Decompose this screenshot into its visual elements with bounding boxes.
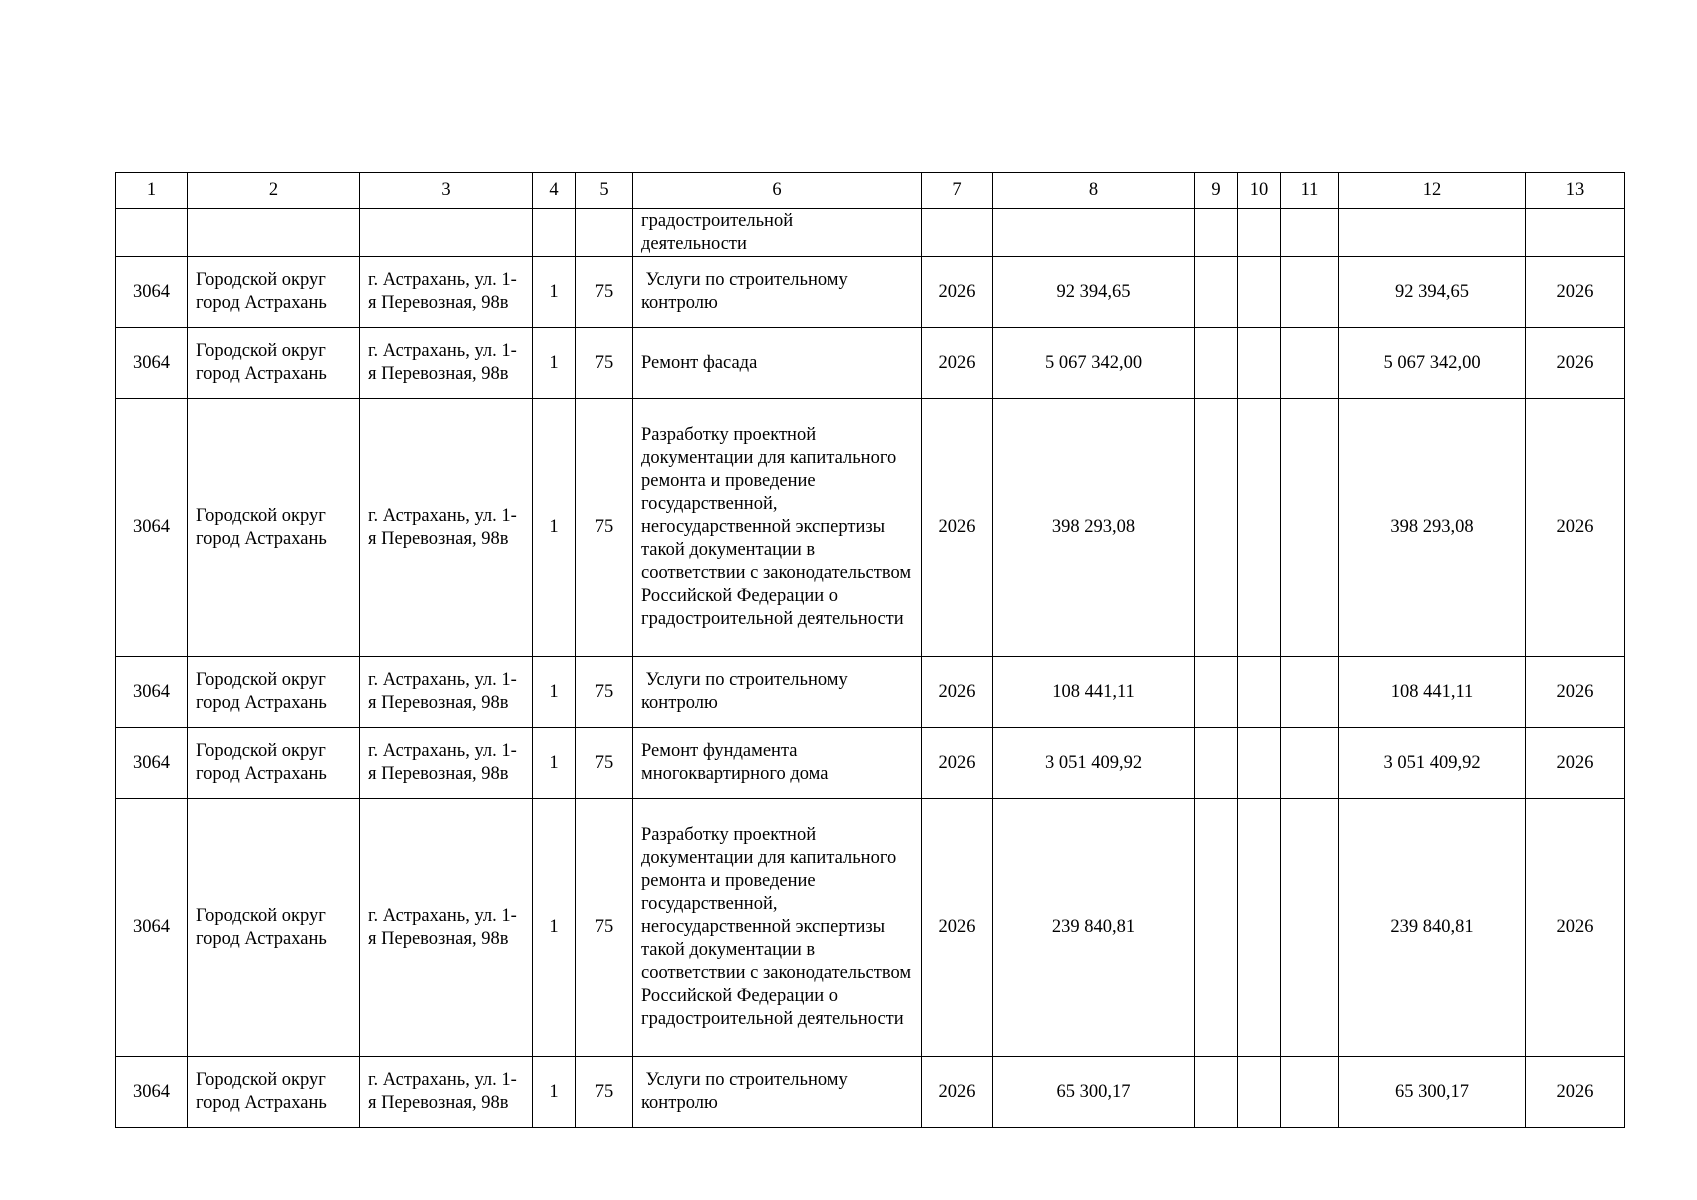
fund-cost: 65 300,17 <box>1339 1057 1526 1128</box>
column-number: 1 <box>116 173 188 209</box>
col9-value <box>1195 657 1238 728</box>
col11-value <box>1281 1057 1339 1128</box>
house-address: г. Астрахань, ул. 1-я Перевозная, 98в <box>360 799 533 1057</box>
column-number: 13 <box>1526 173 1625 209</box>
column-number: 6 <box>633 173 922 209</box>
total-cost: 398 293,08 <box>993 399 1195 657</box>
house-address: г. Астрахань, ул. 1-я Перевозная, 98в <box>360 399 533 657</box>
municipal-district: Городской округ город Астрахань <box>188 799 360 1057</box>
record-number: 3064 <box>116 328 188 399</box>
col4-value: 1 <box>533 328 576 399</box>
table-body <box>116 173 1625 1128</box>
planned-year: 2026 <box>922 257 993 328</box>
col9-value <box>1195 257 1238 328</box>
column-number: 3 <box>360 173 533 209</box>
col11-value <box>1281 799 1339 1057</box>
total-cost: 108 441,11 <box>993 657 1195 728</box>
house-address: г. Астрахань, ул. 1-я Перевозная, 98в <box>360 257 533 328</box>
column-number: 5 <box>576 173 633 209</box>
col11-value <box>1281 728 1339 799</box>
fund-cost: 3 051 409,92 <box>1339 728 1526 799</box>
record-number: 3064 <box>116 1057 188 1128</box>
table-row <box>116 257 1625 328</box>
total-cost: 5 067 342,00 <box>993 328 1195 399</box>
municipal-district: Городской округ город Астрахань <box>188 257 360 328</box>
col10-value <box>1238 328 1281 399</box>
work-type: Услуги по строительному контролю <box>633 1057 922 1128</box>
column-number: 9 <box>1195 173 1238 209</box>
col11-value <box>1281 399 1339 657</box>
column-number: 12 <box>1339 173 1526 209</box>
col11-value <box>1281 328 1339 399</box>
municipal-district: Городской округ город Астрахань <box>188 728 360 799</box>
col5-value: 75 <box>576 657 633 728</box>
work-type: Услуги по строительному контролю <box>633 257 922 328</box>
col5-value: 75 <box>576 257 633 328</box>
house-address: г. Астрахань, ул. 1-я Перевозная, 98в <box>360 728 533 799</box>
completion-year: 2026 <box>1526 799 1625 1057</box>
col5-value: 75 <box>576 399 633 657</box>
col9-value <box>1195 799 1238 1057</box>
col5-value: 75 <box>576 728 633 799</box>
planned-year: 2026 <box>922 657 993 728</box>
total-cost: 3 051 409,92 <box>993 728 1195 799</box>
column-number: 10 <box>1238 173 1281 209</box>
work-type: Ремонт фасада <box>633 328 922 399</box>
col10-value <box>1238 257 1281 328</box>
col10-value <box>1238 399 1281 657</box>
fund-cost: 92 394,65 <box>1339 257 1526 328</box>
completion-year: 2026 <box>1526 257 1625 328</box>
col10-value <box>1238 657 1281 728</box>
house-address: г. Астрахань, ул. 1-я Перевозная, 98в <box>360 328 533 399</box>
record-number: 3064 <box>116 657 188 728</box>
column-number: 7 <box>922 173 993 209</box>
col4-value: 1 <box>533 728 576 799</box>
total-cost: 92 394,65 <box>993 257 1195 328</box>
fund-cost: 108 441,11 <box>1339 657 1526 728</box>
col4-value: 1 <box>533 799 576 1057</box>
col4-value: 1 <box>533 399 576 657</box>
municipal-district: Городской округ город Астрахань <box>188 399 360 657</box>
planned-year: 2026 <box>922 1057 993 1128</box>
planned-year: 2026 <box>922 728 993 799</box>
fund-cost: 5 067 342,00 <box>1339 328 1526 399</box>
table-row <box>116 799 1625 1057</box>
table-row <box>116 399 1625 657</box>
col5-value: 75 <box>576 1057 633 1128</box>
work-type: Ремонт фундамента многоквартирного дома <box>633 728 922 799</box>
col10-value <box>1238 728 1281 799</box>
record-number: 3064 <box>116 799 188 1057</box>
col10-value <box>1238 1057 1281 1128</box>
capital-repair-table <box>115 172 1625 1128</box>
column-number: 4 <box>533 173 576 209</box>
planned-year: 2026 <box>922 399 993 657</box>
total-cost: 239 840,81 <box>993 799 1195 1057</box>
col5-value: 75 <box>576 799 633 1057</box>
municipal-district: Городской округ город Астрахань <box>188 1057 360 1128</box>
table-row <box>116 328 1625 399</box>
col9-value <box>1195 328 1238 399</box>
table-row <box>116 728 1625 799</box>
municipal-district: Городской округ город Астрахань <box>188 328 360 399</box>
col9-value <box>1195 399 1238 657</box>
planned-year: 2026 <box>922 799 993 1057</box>
col9-value <box>1195 1057 1238 1128</box>
column-number-row <box>116 173 1625 209</box>
completion-year: 2026 <box>1526 399 1625 657</box>
completion-year: 2026 <box>1526 328 1625 399</box>
house-address: г. Астрахань, ул. 1-я Перевозная, 98в <box>360 657 533 728</box>
col5-value: 75 <box>576 328 633 399</box>
planned-year: 2026 <box>922 328 993 399</box>
house-address: г. Астрахань, ул. 1-я Перевозная, 98в <box>360 1057 533 1128</box>
table-row <box>116 657 1625 728</box>
column-number: 11 <box>1281 173 1339 209</box>
completion-year: 2026 <box>1526 1057 1625 1128</box>
work-type: Разработку проектной документации для капитального ремонта и проведение государственной, негосударственной экспертизы такой документации в соответствии с законодательством Российской Федерации о градостроительной деятельности <box>633 799 922 1057</box>
col9-value <box>1195 728 1238 799</box>
total-cost: 65 300,17 <box>993 1057 1195 1128</box>
work-type: Услуги по строительному контролю <box>633 657 922 728</box>
municipal-district: Городской округ город Астрахань <box>188 657 360 728</box>
completion-year: 2026 <box>1526 657 1625 728</box>
fund-cost: 398 293,08 <box>1339 399 1526 657</box>
col10-value <box>1238 799 1281 1057</box>
work-type: Разработку проектной документации для капитального ремонта и проведение государственной, негосударственной экспертизы такой документации в соответствии с законодательством Российской Федерации о градостроительной деятельности <box>633 399 922 657</box>
col4-value: 1 <box>533 257 576 328</box>
record-number: 3064 <box>116 399 188 657</box>
col4-value: 1 <box>533 1057 576 1128</box>
record-number: 3064 <box>116 257 188 328</box>
work-continuation: градостроительной деятельности <box>633 209 922 257</box>
record-number: 3064 <box>116 728 188 799</box>
table-row <box>116 1057 1625 1128</box>
col11-value <box>1281 657 1339 728</box>
fund-cost: 239 840,81 <box>1339 799 1526 1057</box>
column-number: 8 <box>993 173 1195 209</box>
continuation-row <box>116 209 1625 257</box>
column-number: 2 <box>188 173 360 209</box>
col11-value <box>1281 257 1339 328</box>
completion-year: 2026 <box>1526 728 1625 799</box>
col4-value: 1 <box>533 657 576 728</box>
